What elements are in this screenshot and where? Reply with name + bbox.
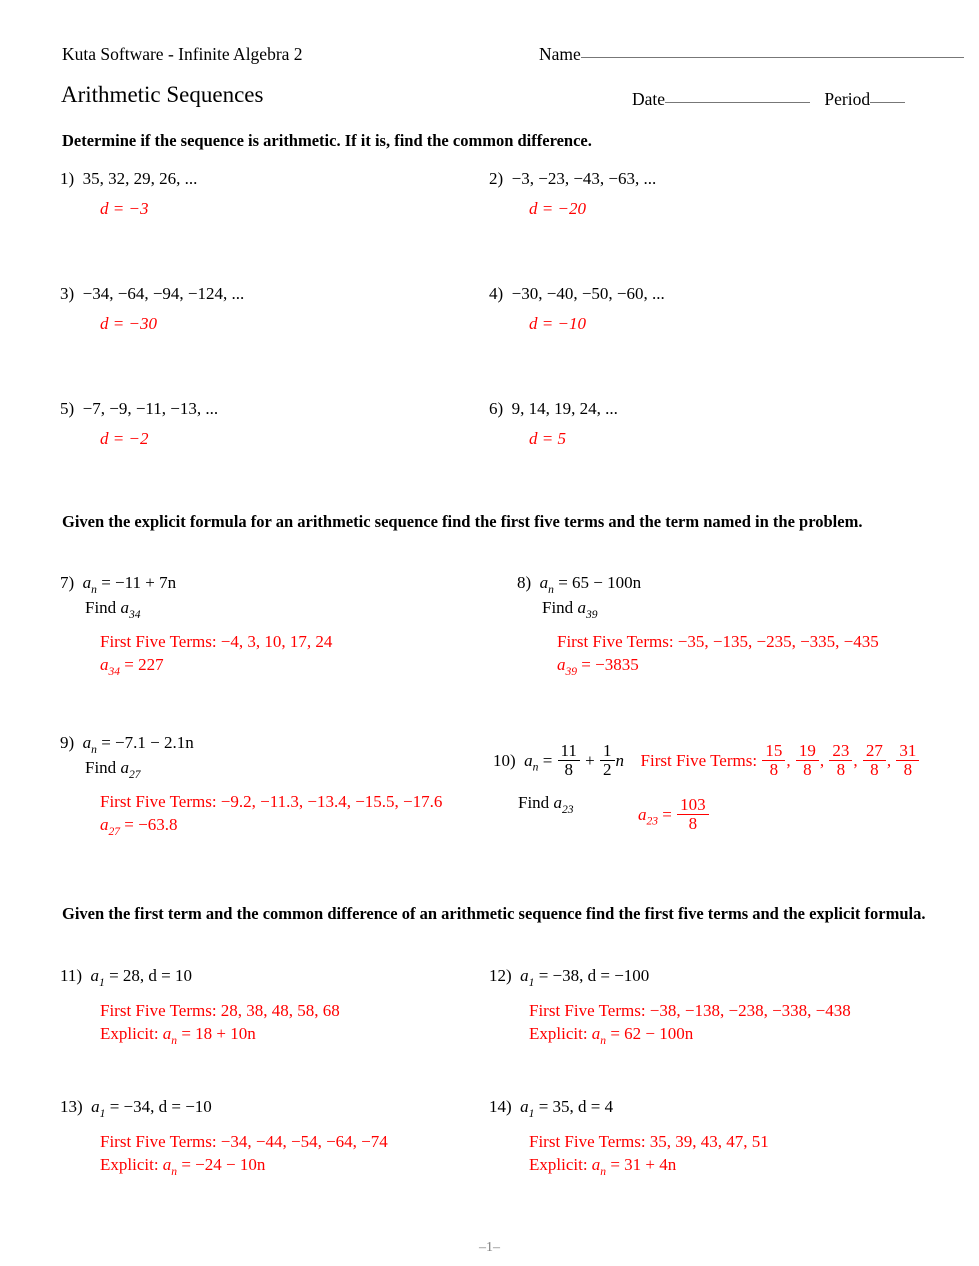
problem-7-formula: = −11 + 7n bbox=[101, 573, 177, 592]
problem-11-number: 11) bbox=[60, 966, 83, 985]
problem-8-find-subscript: 39 bbox=[585, 608, 598, 622]
problem-7-a-var: a bbox=[82, 573, 92, 592]
problem-7-first-five: First Five Terms: −4, 3, 10, 17, 24 bbox=[100, 632, 333, 652]
problem-4-question bbox=[489, 283, 665, 304]
period-input-rule[interactable] bbox=[870, 102, 905, 103]
page-number: –1– bbox=[479, 1240, 500, 1255]
problem-12-explicit: Explicit: $a_n = 62 - 100n$ bbox=[529, 1023, 694, 1047]
problem-14-answer bbox=[529, 1131, 769, 1179]
problem-8-a-var: a bbox=[539, 573, 549, 592]
problem-5-sequence: −7, −9, −11, −13, ... bbox=[82, 399, 219, 418]
problem-4-sequence: −30, −40, −50, −60, ... bbox=[511, 284, 665, 303]
problem-13 bbox=[60, 1096, 388, 1179]
problem-9-a-var: a bbox=[82, 733, 92, 752]
problem-14-question: 14) $a_1 = 35$, d = 4 bbox=[489, 1097, 614, 1120]
problem-5 bbox=[60, 398, 218, 451]
problem-10-plus: + bbox=[585, 750, 595, 770]
problem-10-n-subscript: n bbox=[532, 760, 539, 774]
problem-10 bbox=[493, 742, 920, 838]
problem-12-a1-subscript: 1 bbox=[528, 975, 535, 989]
problem-8-question bbox=[517, 572, 879, 597]
problem-8-first-five: First Five Terms: −35, −135, −235, −335, −435 bbox=[557, 632, 879, 652]
problem-7-term: $a_{34} = 227$ bbox=[100, 654, 164, 678]
problem-5-question bbox=[60, 398, 218, 419]
problem-7-n-subscript: n bbox=[91, 582, 97, 596]
problem-10-first-five-fracs: $\frac{15}{8}$ , $\frac{19}{8}$ , $\frac{23}{8}$ , $\frac{27}{8}$ , $\frac{31}{8}$ bbox=[761, 751, 920, 770]
problem-8-term: $a_{39} = -3835$ bbox=[557, 654, 639, 678]
problem-10-a-var: a bbox=[524, 750, 533, 770]
problem-2-question bbox=[489, 168, 656, 189]
problem-14-number: 14) bbox=[489, 1097, 512, 1116]
problem-6 bbox=[489, 398, 618, 451]
problem-13-a1-subscript: 1 bbox=[99, 1106, 106, 1120]
problem-14-a1-subscript: 1 bbox=[528, 1106, 535, 1120]
date-input-rule[interactable] bbox=[665, 102, 810, 103]
problem-10-fraction-2: $\frac{1}{2}$ bbox=[600, 742, 615, 778]
problem-7-answer bbox=[100, 631, 332, 679]
problem-11-question: 11) $a_1 = 28$, d = 10 bbox=[60, 966, 192, 989]
problem-7 bbox=[60, 572, 332, 679]
problem-9-find-subscript: 27 bbox=[128, 768, 141, 782]
problem-9-answer bbox=[100, 791, 442, 839]
problem-6-question bbox=[489, 398, 618, 419]
problem-11 bbox=[60, 965, 340, 1048]
problem-9-number: 9) bbox=[60, 733, 75, 752]
software-line: Kuta Software - Infinite Algebra 2 bbox=[62, 44, 303, 64]
problem-2-answer: d = −20 bbox=[529, 199, 586, 219]
problem-14-explicit: Explicit: $a_n = 31 + 4n$ bbox=[529, 1154, 677, 1178]
problem-6-sequence: 9, 14, 19, 24, ... bbox=[511, 399, 618, 418]
problem-11-given: = 28, d = 10 bbox=[109, 966, 192, 985]
directions-section-2: Given the explicit formula for an arithmetic sequence find the first five terms and the term named in the problem. bbox=[62, 512, 863, 531]
problem-1 bbox=[60, 168, 197, 221]
problem-5-number: 5) bbox=[60, 399, 75, 418]
problem-3 bbox=[60, 283, 244, 336]
problem-10-question: 10) $a_n$ = $\frac{11}{8}$ + $\frac{1}{2}$ n First Five Terms: $\frac{15}{8}$ , $\frac{19}{8}$ , $\frac{23}{8}$ , $\frac{27}{8}$ , $\frac{31}{8}$ bbox=[493, 742, 920, 778]
first-five-fraction: $\frac{31}{8}$ bbox=[896, 742, 919, 778]
name-field-row bbox=[539, 44, 964, 65]
problem-1-question bbox=[60, 168, 197, 189]
problem-1-answer: d = −3 bbox=[100, 199, 149, 219]
problem-12-answer bbox=[529, 1000, 851, 1048]
problem-14-first-five: First Five Terms: 35, 39, 43, 47, 51 bbox=[529, 1132, 769, 1152]
problem-13-answer bbox=[100, 1131, 388, 1179]
problem-12 bbox=[489, 965, 851, 1048]
problem-10-trailing-n: n bbox=[615, 750, 625, 770]
problem-10-first-five-label: First Five Terms: bbox=[640, 750, 758, 770]
name-input-rule[interactable] bbox=[581, 57, 964, 58]
problem-12-question: 12) $a_1 = -38$, d = −100 bbox=[489, 966, 650, 989]
problem-11-a1-subscript: 1 bbox=[99, 975, 105, 989]
problem-4 bbox=[489, 283, 665, 336]
problem-2-sequence: −3, −23, −43, −63, ... bbox=[511, 169, 657, 188]
first-five-fraction: $\frac{23}{8}$ bbox=[829, 742, 852, 778]
problem-9 bbox=[60, 732, 442, 839]
problem-13-question: 13) $a_1 = -34$, d = −10 bbox=[60, 1097, 212, 1120]
problem-14-given: = 35, d = 4 bbox=[538, 1097, 614, 1116]
problem-9-first-five: First Five Terms: −9.2, −11.3, −13.4, −15.5, −17.6 bbox=[100, 792, 443, 812]
first-five-fraction: $\frac{15}{8}$ bbox=[762, 742, 785, 778]
problem-12-given: = −38, d = −100 bbox=[538, 966, 650, 985]
problem-11-explicit: Explicit: $a_n = 18 + 10n$ bbox=[100, 1023, 256, 1047]
directions-section-1: Determine if the sequence is arithmetic. If it is, find the common difference. bbox=[62, 131, 592, 150]
problem-10-number: 10) bbox=[493, 750, 516, 770]
problem-10-find-subscript: 23 bbox=[561, 803, 574, 817]
date-label: Date bbox=[632, 89, 666, 109]
problem-10-term: $a_{23}$ = $\frac{103}{8}$ bbox=[638, 796, 710, 832]
problem-6-number: 6) bbox=[489, 399, 504, 418]
problem-8-n-subscript: n bbox=[548, 582, 554, 596]
problem-9-find: Find $a_{27}$ bbox=[85, 758, 141, 782]
problem-13-given: = −34, d = −10 bbox=[109, 1097, 212, 1116]
problem-8-formula: = 65 − 100n bbox=[558, 573, 642, 592]
problem-11-answer bbox=[100, 1000, 340, 1048]
problem-4-number: 4) bbox=[489, 284, 504, 303]
problem-3-question bbox=[60, 283, 244, 304]
first-five-fraction: $\frac{19}{8}$ bbox=[796, 742, 819, 778]
problem-3-number: 3) bbox=[60, 284, 75, 303]
problem-4-answer: d = −10 bbox=[529, 314, 586, 334]
page-title: Arithmetic Sequences bbox=[61, 82, 264, 107]
directions-section-3: Given the first term and the common difference of an arithmetic sequence find the first five terms and the explicit formula. bbox=[62, 904, 926, 923]
problem-8-number: 8) bbox=[517, 573, 532, 592]
problem-11-first-five: First Five Terms: 28, 38, 48, 58, 68 bbox=[100, 1001, 340, 1021]
date-period-field-row bbox=[632, 89, 905, 110]
problem-9-formula: = −7.1 − 2.1n bbox=[101, 733, 194, 752]
problem-10-find: Find $a_{23}$ bbox=[518, 793, 574, 817]
problem-10-term-fraction: $\frac{103}{8}$ bbox=[677, 796, 709, 832]
problem-7-question bbox=[60, 572, 332, 597]
problem-14 bbox=[489, 1096, 769, 1179]
problem-13-first-five: First Five Terms: −34, −44, −54, −64, −74 bbox=[100, 1132, 388, 1152]
problem-9-question bbox=[60, 732, 442, 757]
problem-7-find-subscript: 34 bbox=[128, 608, 141, 622]
problem-8 bbox=[517, 572, 879, 679]
problem-7-find: Find $a_{34}$ bbox=[85, 598, 141, 622]
problem-2-number: 2) bbox=[489, 169, 504, 188]
problem-9-n-subscript: n bbox=[91, 742, 97, 756]
problem-12-number: 12) bbox=[489, 966, 512, 985]
problem-1-number: 1) bbox=[60, 169, 75, 188]
problem-8-find: Find $a_{39}$ bbox=[542, 598, 598, 622]
problem-2 bbox=[489, 168, 656, 221]
problem-1-sequence: 35, 32, 29, 26, ... bbox=[82, 169, 198, 188]
name-label: Name bbox=[539, 44, 581, 64]
find-label: Find bbox=[85, 598, 117, 618]
problem-8-answer bbox=[557, 631, 879, 679]
problem-6-answer: d = 5 bbox=[529, 429, 566, 449]
problem-3-answer: d = −30 bbox=[100, 314, 157, 334]
problem-12-first-five: First Five Terms: −38, −138, −238, −338, −438 bbox=[529, 1001, 851, 1021]
problem-7-number: 7) bbox=[60, 573, 75, 592]
problem-5-answer: d = −2 bbox=[100, 429, 149, 449]
period-label: Period bbox=[824, 89, 871, 109]
problem-10-fraction-1: $\frac{11}{8}$ bbox=[558, 742, 580, 778]
problem-9-term: $a_{27} = -63.8$ bbox=[100, 814, 178, 838]
problem-13-number: 13) bbox=[60, 1097, 83, 1116]
problem-13-explicit: Explicit: $a_n = -24 - 10n$ bbox=[100, 1154, 266, 1178]
first-five-fraction: $\frac{27}{8}$ bbox=[863, 742, 886, 778]
problem-3-sequence: −34, −64, −94, −124, ... bbox=[82, 284, 245, 303]
